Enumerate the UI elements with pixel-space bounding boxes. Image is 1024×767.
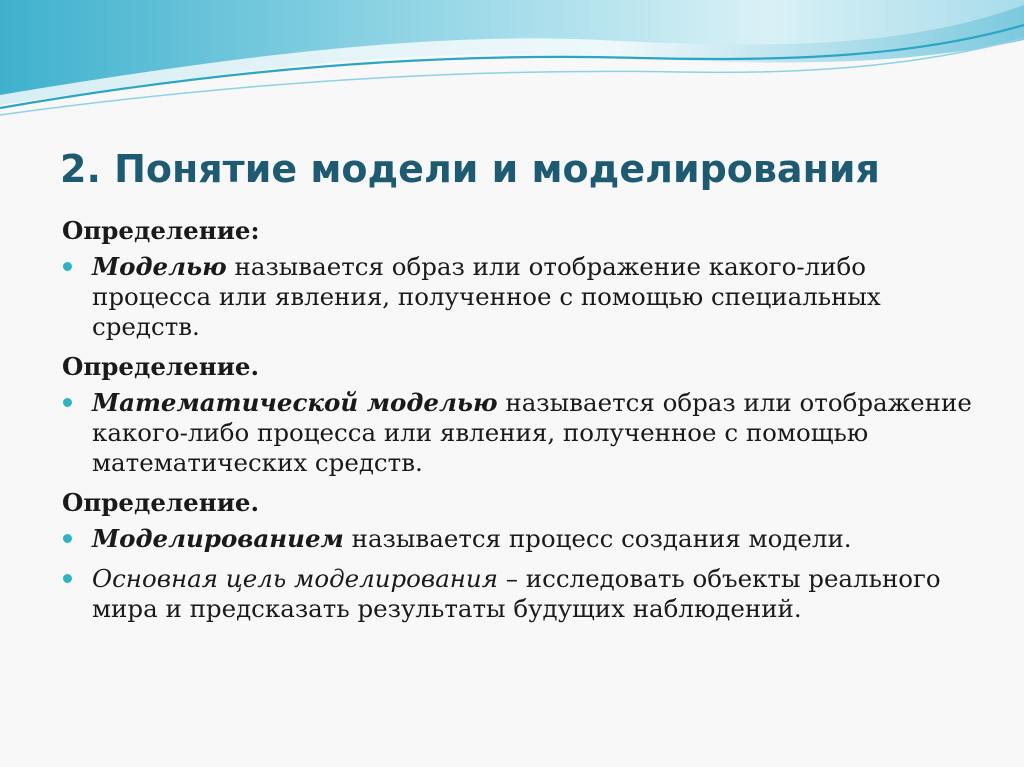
bullet-math-model-definition: Математической моделью называется образ или отображение какого-либо процесса или явления, полученное с помощью математических средств. (62, 388, 982, 478)
definition-heading-3: Определение. (62, 488, 259, 517)
bullet-dot-icon (63, 574, 72, 583)
bullet-dot-icon (63, 262, 72, 271)
decorative-waves (0, 0, 1024, 125)
bullet-dot-icon (63, 398, 72, 407)
slide-content (62, 216, 982, 634)
definition-heading-1: Определение: (62, 216, 260, 245)
bullet-dot-icon (63, 534, 72, 543)
bullet-modeling-goal: Основная цель моделирования – исследовать объекты реального мира и предсказать результаты будущих наблюдений. (62, 564, 982, 624)
definition-heading-2: Определение. (62, 352, 259, 381)
bullet-modeling-definition: Моделированием называется процесс создания модели. (62, 524, 982, 554)
bullet-model-definition: Моделью называется образ или отображение какого-либо процесса или явления, полученное с помощью специальных средств. (62, 252, 982, 342)
slide-title: 2. Понятие модели и моделирования (60, 147, 880, 191)
